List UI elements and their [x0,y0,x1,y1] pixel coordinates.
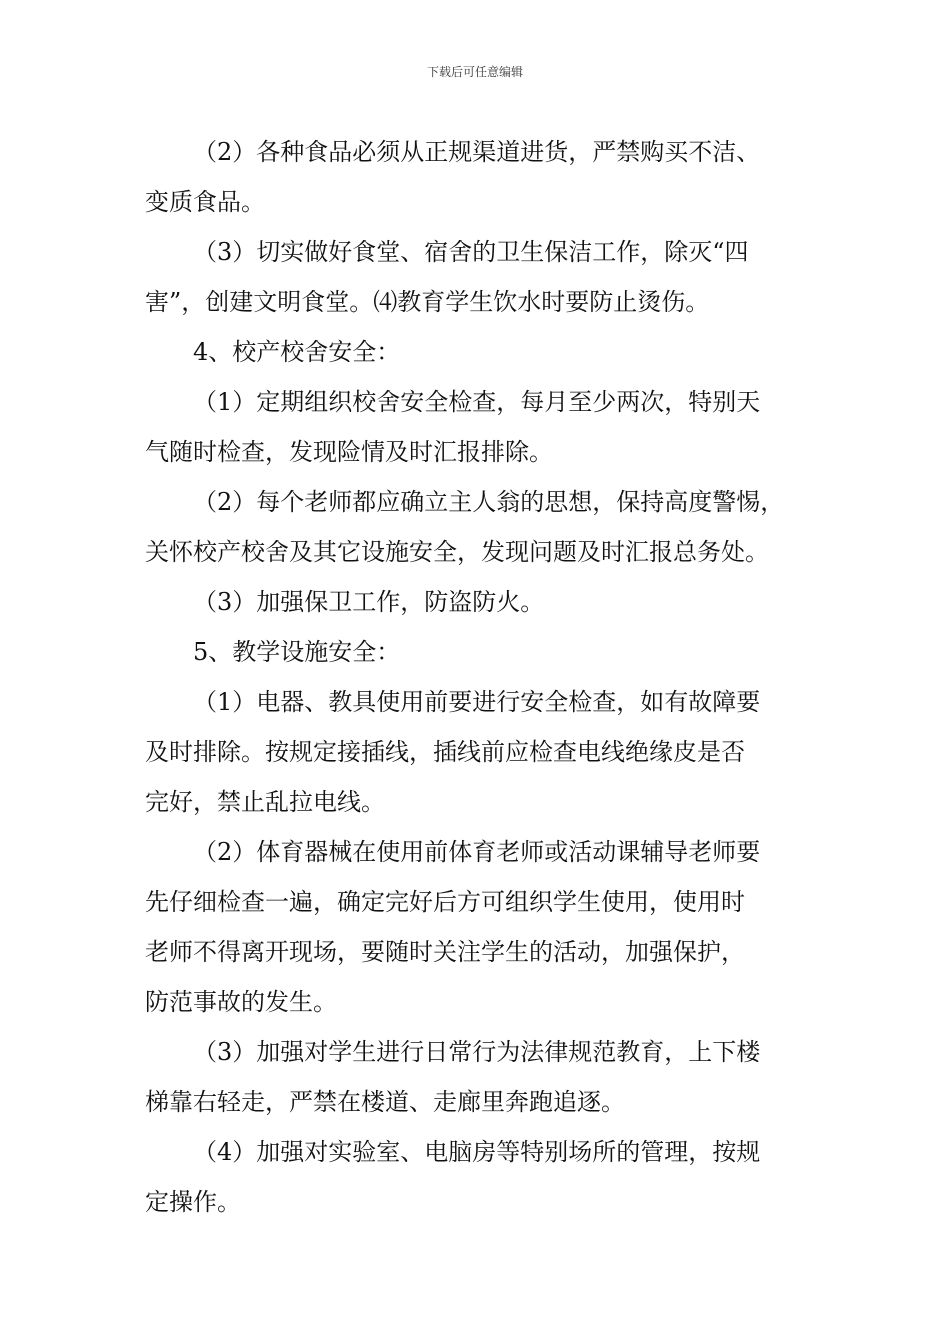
paragraph-line: （1）电器、教具使用前要进行安全检查，如有故障要 [193,688,761,716]
paragraph-line: （2）各种食品必须从正规渠道进货，严禁购买不洁、 [193,138,761,166]
paragraph-line: （1）定期组织校舍安全检查，每月至少两次，特别天 [193,388,761,416]
paragraph-line: 变质食品。 [145,188,265,216]
page-header-note: 下载后可任意编辑 [426,65,523,79]
paragraph-line: 先仔细检查一遍，确定完好后方可组织学生使用，使用时 [145,888,745,916]
paragraph-line: 关怀校产校舍及其它设施安全，发现问题及时汇报总务处。 [145,538,769,566]
paragraph-line: （3）加强对学生进行日常行为法律规范教育，上下楼 [193,1038,761,1066]
paragraph-line: 老师不得离开现场，要随时关注学生的活动，加强保护， [145,938,745,966]
paragraph-line: 及时排除。按规定接插线，插线前应检查电线绝缘皮是否 [145,738,745,766]
paragraph-line: 完好，禁止乱拉电线。 [145,788,385,816]
section-heading: 4、校产校舍安全： [193,338,401,366]
paragraph-line: 梯靠右轻走，严禁在楼道、走廊里奔跑追逐。 [145,1088,625,1116]
paragraph-line: （2）每个老师都应确立主人翁的思想，保持高度警惕， [193,488,785,516]
paragraph-line: （3）加强保卫工作，防盗防火。 [193,588,545,616]
paragraph-line: （3）切实做好食堂、宿舍的卫生保洁工作，除灭“四 [193,238,749,266]
paragraph-line: （4）加强对实验室、电脑房等特别场所的管理，按规 [193,1138,761,1166]
document-body [145,127,825,1227]
paragraph-line: 气随时检查，发现险情及时汇报排除。 [145,438,553,466]
paragraph-line: 防范事故的发生。 [145,988,337,1016]
paragraph-line: 害”，创建文明食堂。⑷教育学生饮水时要防止烫伤。 [145,288,710,316]
paragraph-line: （2）体育器械在使用前体育老师或活动课辅导老师要 [193,838,761,866]
section-heading: 5、教学设施安全： [193,638,401,666]
paragraph-line: 定操作。 [145,1188,241,1216]
